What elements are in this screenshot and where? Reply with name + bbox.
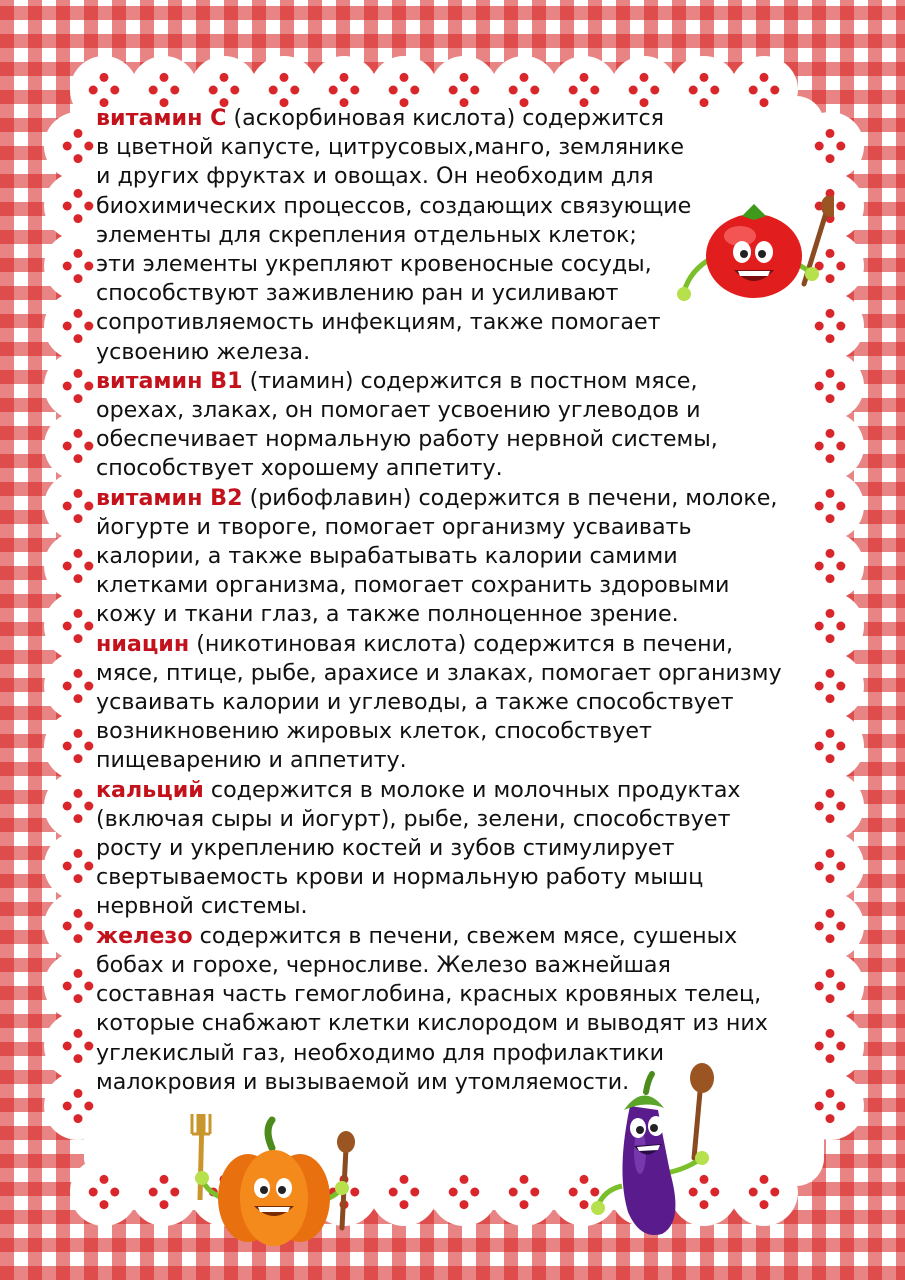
paragraph-niacin: ниацин (никотиновая кислота) содержится в печени, мясе, птице, рыбе, арахисе и злаках, помогает организму усваивать калории и углеводы, а также способствует возникновению жировых клеток, способствует пищеварению и аппетиту.: [96, 630, 782, 774]
tomato-icon: [672, 196, 834, 308]
term-niacin: ниацин: [96, 630, 190, 657]
paragraph-iron: железо содержится в печени, свежем мясе, сушеных бобах и горохе, черносливе. Железо важнейшая составная часть гемоглобина, красных кровяных телец, которые снабжают клетки кислородом и выводят из них углекислый газ, необходимо для профилактики малокровия и вызываемой им утомляемости.: [96, 922, 768, 1095]
term-vitamin-b1: витамин В1: [96, 367, 243, 394]
paragraph-calcium: кальций содержится в молоке и молочных продуктах (включая сыры и йогурт), рыбе, зелени, способствует росту и укреплению костей и зубов стимулирует свертываемость крови и нормальную работу мышц нервной системы.: [96, 776, 741, 920]
pumpkin-icon: [184, 1108, 364, 1248]
paragraph-vitamin-b2: витамин В2 (рибофлавин) содержится в печени, молоке, йогурте и твороге, помогает организму усваивать калории, а также вырабатывать калории самими клетками организма, помогает сохранить здоровыми кожу и ткани глаз, а также полноценное зрение.: [96, 484, 778, 628]
paragraph-vitamin-c: витамин С (аскорбиновая кислота) содержится в цветной капусте, цитрусовых,манго, землянике и других фруктах и овощах. Он необходим для биохимических процессов, создающих связующие элементы для скрепления отдельных клеток; эти элементы укрепляют кровеносные сосуды, способствуют заживлению ран и усиливают сопротивляемость инфекциям, также помогает усвоению железа.: [96, 105, 692, 365]
term-vitamin-b2: витамин В2: [96, 484, 243, 511]
term-calcium: кальций: [96, 776, 204, 803]
eggplant-icon: [590, 1062, 730, 1242]
term-vitamin-c: витамин С: [96, 105, 227, 131]
term-iron: железо: [96, 922, 193, 949]
paragraph-vitamin-b1: витамин В1 (тиамин) содержится в постном мясе, орехах, злаках, он помогает усвоению углеводов и обеспечивает нормальную работу нервной системы, способствует хорошему аппетиту.: [96, 367, 718, 482]
